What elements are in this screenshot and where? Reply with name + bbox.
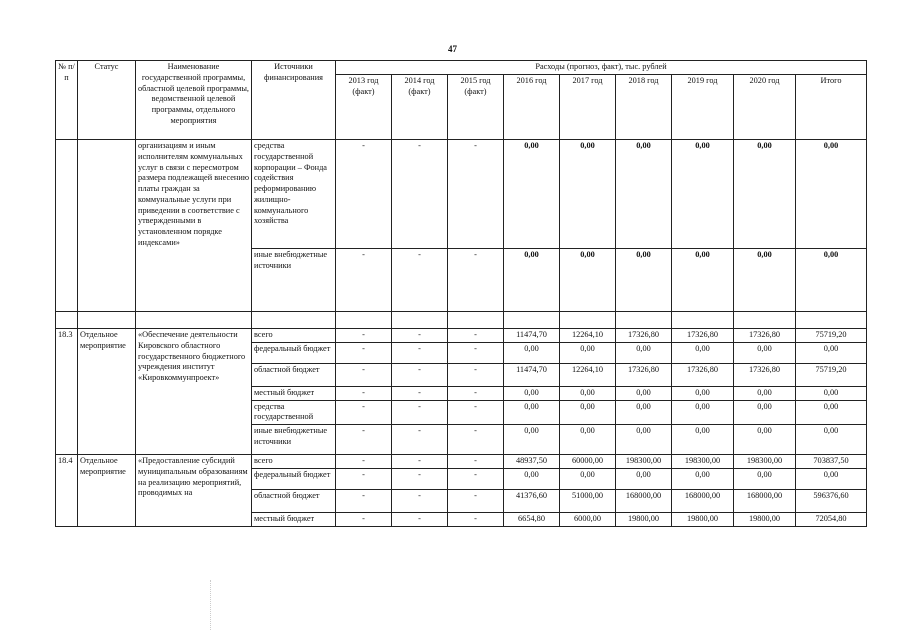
row-source: местный бюджет <box>252 386 336 400</box>
value-cell: - <box>392 455 448 469</box>
value-cell: 0,00 <box>734 400 796 425</box>
value-cell: 0,00 <box>796 140 867 249</box>
value-cell: - <box>336 140 392 249</box>
value-cell: - <box>448 425 504 455</box>
value-cell: - <box>336 363 392 386</box>
value-cell: 60000,00 <box>560 455 616 469</box>
row-source: местный бюджет <box>252 512 336 526</box>
value-cell: - <box>448 363 504 386</box>
value-cell: - <box>392 400 448 425</box>
value-cell: 17326,80 <box>734 329 796 343</box>
value-cell: 0,00 <box>616 140 672 249</box>
value-cell: 19800,00 <box>616 512 672 526</box>
value-cell: 12264,10 <box>560 363 616 386</box>
value-cell: 0,00 <box>734 468 796 489</box>
row-program-name: организациям и иным исполнителям коммунальных услуг в связи с пересмотром размера подлежащей внесению платы граждан за коммунальные услуги при приведении в соответствие с утвержденными в установленном порядке индексами» <box>136 140 252 312</box>
value-cell: - <box>392 249 448 312</box>
empty-cell <box>504 312 560 329</box>
value-cell: 0,00 <box>672 342 734 363</box>
value-cell: - <box>392 425 448 455</box>
table-row <box>56 140 867 249</box>
value-cell: - <box>392 363 448 386</box>
row-program-name: «Обеспечение деятельности Кировского областного государственного бюджетного учреждения институт «Кировкоммунпроект» <box>136 329 252 455</box>
empty-cell <box>796 312 867 329</box>
row-source: иные внебюджетные источники <box>252 425 336 455</box>
value-cell: - <box>336 342 392 363</box>
value-cell: 11474,70 <box>504 363 560 386</box>
value-cell: 0,00 <box>560 140 616 249</box>
value-cell: 75719,20 <box>796 329 867 343</box>
value-cell: 0,00 <box>672 140 734 249</box>
value-cell: - <box>448 386 504 400</box>
page-number: 47 <box>448 44 457 54</box>
value-cell: 75719,20 <box>796 363 867 386</box>
value-cell: 72054,80 <box>796 512 867 526</box>
value-cell: - <box>336 512 392 526</box>
value-cell: 17326,80 <box>734 363 796 386</box>
value-cell: 0,00 <box>796 425 867 455</box>
value-cell: 0,00 <box>616 386 672 400</box>
value-cell: 0,00 <box>616 342 672 363</box>
value-cell: - <box>336 329 392 343</box>
header-year: Итого <box>796 74 867 139</box>
header-year: 2018 год <box>616 74 672 139</box>
value-cell: 0,00 <box>504 400 560 425</box>
value-cell: - <box>448 512 504 526</box>
value-cell: 0,00 <box>734 342 796 363</box>
row-status: Отдельное мероприятие <box>78 329 136 455</box>
value-cell: - <box>392 386 448 400</box>
value-cell: 11474,70 <box>504 329 560 343</box>
empty-cell <box>448 312 504 329</box>
value-cell: 0,00 <box>504 342 560 363</box>
value-cell: 0,00 <box>560 386 616 400</box>
value-cell: - <box>392 140 448 249</box>
value-cell: 17326,80 <box>672 363 734 386</box>
value-cell: 0,00 <box>796 400 867 425</box>
value-cell: - <box>336 468 392 489</box>
value-cell: 0,00 <box>616 425 672 455</box>
empty-cell <box>252 312 336 329</box>
value-cell: - <box>336 400 392 425</box>
empty-cell <box>136 312 252 329</box>
value-cell: - <box>448 455 504 469</box>
row-source: федеральный бюджет <box>252 342 336 363</box>
value-cell: 0,00 <box>734 249 796 312</box>
empty-cell <box>672 312 734 329</box>
value-cell: 48937,50 <box>504 455 560 469</box>
value-cell: - <box>336 249 392 312</box>
value-cell: 0,00 <box>672 249 734 312</box>
value-cell: 17326,80 <box>616 363 672 386</box>
value-cell: 0,00 <box>796 249 867 312</box>
empty-cell <box>56 312 78 329</box>
value-cell: - <box>336 489 392 512</box>
value-cell: 596376,60 <box>796 489 867 512</box>
value-cell: - <box>448 249 504 312</box>
value-cell: 19800,00 <box>734 512 796 526</box>
value-cell: 6654,80 <box>504 512 560 526</box>
empty-cell <box>78 312 136 329</box>
empty-cell <box>734 312 796 329</box>
scan-artifact-line <box>210 580 212 630</box>
row-source: иные внебюджетные источники <box>252 249 336 312</box>
header-status: Статус <box>78 61 136 140</box>
row-source: средства государственной <box>252 400 336 425</box>
value-cell: - <box>336 425 392 455</box>
value-cell: 41376,60 <box>504 489 560 512</box>
value-cell: 0,00 <box>796 342 867 363</box>
header-year: 2015 год (факт) <box>448 74 504 139</box>
value-cell: 17326,80 <box>616 329 672 343</box>
row-number: 18.4 <box>56 455 78 527</box>
table-row <box>56 329 867 343</box>
value-cell: 703837,50 <box>796 455 867 469</box>
row-program-name: «Предоставление субсидий муниципальным образованиям на реализацию мероприятий, проводимых на <box>136 455 252 527</box>
value-cell: 0,00 <box>616 249 672 312</box>
header-source: Источники финансирования <box>252 61 336 140</box>
value-cell: 0,00 <box>504 386 560 400</box>
value-cell: - <box>392 329 448 343</box>
value-cell: 198300,00 <box>672 455 734 469</box>
value-cell: 0,00 <box>796 468 867 489</box>
header-year: 2020 год <box>734 74 796 139</box>
empty-cell <box>616 312 672 329</box>
value-cell: - <box>336 455 392 469</box>
row-source: федеральный бюджет <box>252 468 336 489</box>
value-cell: 168000,00 <box>734 489 796 512</box>
header-expenses: Расходы (прогноз, факт), тыс. рублей <box>336 61 867 75</box>
value-cell: - <box>392 342 448 363</box>
value-cell: - <box>448 400 504 425</box>
value-cell: 0,00 <box>560 425 616 455</box>
value-cell: 19800,00 <box>672 512 734 526</box>
value-cell: 0,00 <box>504 140 560 249</box>
value-cell: 0,00 <box>560 400 616 425</box>
header-year: 2019 год <box>672 74 734 139</box>
value-cell: 12264,10 <box>560 329 616 343</box>
row-source: всего <box>252 329 336 343</box>
value-cell: 0,00 <box>672 400 734 425</box>
value-cell: 0,00 <box>616 468 672 489</box>
gap-row <box>56 312 867 329</box>
value-cell: - <box>392 489 448 512</box>
table-row <box>56 455 867 469</box>
value-cell: 0,00 <box>672 425 734 455</box>
value-cell: 168000,00 <box>616 489 672 512</box>
value-cell: - <box>448 468 504 489</box>
value-cell: 17326,80 <box>672 329 734 343</box>
value-cell: 168000,00 <box>672 489 734 512</box>
value-cell: 6000,00 <box>560 512 616 526</box>
value-cell: - <box>448 140 504 249</box>
empty-cell <box>336 312 392 329</box>
value-cell: 0,00 <box>560 342 616 363</box>
value-cell: - <box>448 342 504 363</box>
value-cell: 0,00 <box>616 400 672 425</box>
header-year: 2016 год <box>504 74 560 139</box>
row-source: областной бюджет <box>252 363 336 386</box>
row-number: 18.3 <box>56 329 78 455</box>
header-year: 2013 год (факт) <box>336 74 392 139</box>
value-cell: 0,00 <box>672 468 734 489</box>
header-year: 2014 год (факт) <box>392 74 448 139</box>
row-status <box>78 140 136 312</box>
header-year: 2017 год <box>560 74 616 139</box>
empty-cell <box>560 312 616 329</box>
value-cell: - <box>392 512 448 526</box>
header-number: № п/п <box>56 61 78 140</box>
value-cell: 0,00 <box>734 140 796 249</box>
row-number <box>56 140 78 312</box>
row-status: Отдельное мероприятие <box>78 455 136 527</box>
value-cell: 0,00 <box>796 386 867 400</box>
row-source: всего <box>252 455 336 469</box>
value-cell: 51000,00 <box>560 489 616 512</box>
header-name: Наименование государственной программы, областной целевой программы, ведомственной целевой программы, отдельного мероприятия <box>136 61 252 140</box>
value-cell: 0,00 <box>734 425 796 455</box>
header-row <box>56 61 867 75</box>
row-source: средства государственной корпорации – Фонда содействия реформированию жилищно-коммунального хозяйства <box>252 140 336 249</box>
empty-cell <box>392 312 448 329</box>
value-cell: - <box>448 329 504 343</box>
value-cell: 0,00 <box>504 425 560 455</box>
value-cell: 198300,00 <box>734 455 796 469</box>
value-cell: - <box>336 386 392 400</box>
budget-table <box>55 60 867 527</box>
value-cell: 198300,00 <box>616 455 672 469</box>
value-cell: - <box>448 489 504 512</box>
value-cell: 0,00 <box>560 249 616 312</box>
value-cell: 0,00 <box>560 468 616 489</box>
value-cell: 0,00 <box>734 386 796 400</box>
value-cell: - <box>392 468 448 489</box>
value-cell: 0,00 <box>504 468 560 489</box>
value-cell: 0,00 <box>672 386 734 400</box>
value-cell: 0,00 <box>504 249 560 312</box>
row-source: областной бюджет <box>252 489 336 512</box>
